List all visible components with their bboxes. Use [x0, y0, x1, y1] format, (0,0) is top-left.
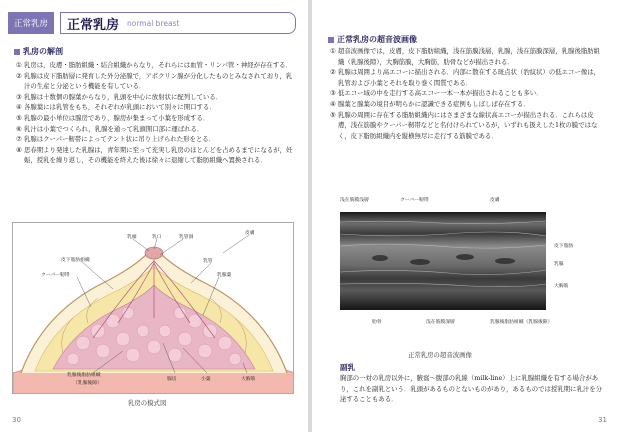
list-number: ② — [16, 71, 22, 80]
figure-caption-right: 正常乳房の超音波画像 — [408, 351, 472, 359]
section-heading-anatomy — [14, 46, 63, 57]
chapter-title-box — [60, 12, 296, 34]
list-number: ⑤ — [330, 110, 336, 119]
list-text: 乳腺の周囲に存在する脂肪組織内にはさまざまな線状高エコーが描出される．これらは皮膚，浅在筋膜やクーパー靭帯などと名付けられているが，いずれも扱えした1枚の膜ではなく，皮下脂肪組織内を縦横無尽に走行する筋膜である． — [338, 110, 598, 140]
square-bullet-icon — [328, 37, 334, 43]
label-skin: 皮膚 — [245, 231, 255, 236]
label-pectoralis: 大胸筋 — [241, 377, 256, 382]
label-cooper: クーパー靭帯 — [41, 273, 70, 278]
chapter-tab: 正常乳房 — [8, 12, 54, 34]
label-subcutaneous-fat: 皮下脂肪組織 — [61, 258, 90, 263]
list-number: ③ — [330, 89, 336, 98]
list-number: ① — [330, 47, 336, 55]
list-item — [16, 134, 298, 145]
list-item — [330, 110, 606, 142]
label-lobe: 乳腺葉 — [217, 273, 232, 278]
label-areola: 乳口 — [152, 235, 162, 240]
list-number: ⑥ — [16, 124, 22, 133]
accessory-breast-paragraph: 胸部の一対の乳房以外に，腋窩～腹部の乳線（milk-line）上に乳腺組織を有する場合があり，これを副乳という．乳頭があるものとないものがあり，あるものでは授乳期に乳汁を分泌することもある． — [340, 374, 603, 404]
list-item — [16, 102, 298, 113]
subheading-text: 副乳 — [340, 363, 355, 372]
list-number: ④ — [330, 99, 336, 108]
us-label-retromammary: 乳腺後脂肪組織（乳腺後隙） — [490, 320, 553, 325]
us-label-deep-fascia: 浅在筋膜深層 — [426, 320, 455, 325]
list-item — [16, 71, 298, 92]
us-label-gland: 乳腺 — [554, 262, 564, 267]
anatomy-list — [16, 60, 298, 166]
us-label-superficial-fascia: 浅在筋膜浅層 — [340, 198, 369, 203]
breast-diagram-svg — [13, 223, 294, 394]
list-text: 乳腺はクーパー靭帯によってテント状に吊り上げられた形をとる． — [24, 135, 216, 144]
list-text: 低エコー域の中を走行する高エコー一本一本が描出されることも多い． — [338, 89, 543, 98]
list-number: ③ — [16, 92, 22, 101]
list-item — [16, 92, 298, 103]
list-number: ⑦ — [16, 135, 22, 144]
ultrasound-figure — [340, 190, 574, 335]
label-retromammary-2: （乳腺後隙） — [73, 381, 102, 386]
list-item — [330, 99, 606, 110]
section-heading-text: 正常乳房の超音波画像 — [337, 35, 417, 44]
us-label-subcut-fat: 皮下脂肪 — [554, 244, 574, 249]
ultrasound-image — [340, 212, 546, 310]
list-text: 乳腺は周囲より高エコーに描出される．内部に散在する斑点状（豹紋状）の低エコー像は，乳管および小葉とそれを取り巻く間質である． — [338, 68, 601, 87]
list-number: ⑧ — [16, 145, 22, 154]
list-text: 各腺葉には乳管をもち，それぞれが乳頭において別々に開口する． — [24, 103, 216, 112]
label-lobule: 小葉 — [201, 377, 211, 382]
ultrasound-svg — [340, 212, 546, 310]
list-text: 腺葉と腺葉の境目が明らかに認識できる症例もしばしば存在する． — [338, 99, 530, 108]
label-nipple: 乳頭 — [127, 235, 137, 240]
list-text: 乳腺は十数個の腺葉からなり，乳頭を中心に放射状に配列している． — [24, 92, 223, 101]
list-item — [16, 145, 298, 166]
list-item — [330, 88, 606, 99]
square-bullet-icon — [14, 49, 20, 55]
list-text: 超音波画像では，皮膚，皮下脂肪組織，浅在筋膜浅層，乳腺，浅在筋膜深層，乳腺後脂肪組織（乳腺後隙），大胸筋膜，大胸筋，肋骨などが描出される． — [338, 47, 601, 66]
label-acinus: 腺房 — [167, 377, 177, 382]
us-label-rib: 肋骨 — [372, 320, 382, 325]
list-text: 思春期より発達した乳腺は，青年期に至って充実し乳房のほとんどを占めるまでになるが，妊娠，授乳を繰り返し，その機能を終えた後は徐々に退縮して脂肪組織へ置換される． — [24, 145, 293, 165]
list-text: 乳腺の最小単位は腺房であり，腺房が集まって小葉を形成する． — [24, 113, 210, 122]
page-number-left: 30 — [12, 416, 21, 424]
section-heading-ultrasound — [328, 34, 417, 45]
us-label-cooper: クーパー靭帯 — [400, 198, 429, 203]
list-text: 乳房は，皮膚・脂肪組織・結合組織からなり，それらには血管・リンパ管・神経が存在する． — [24, 61, 292, 69]
left-page — [0, 0, 308, 432]
label-lactiferous-duct: 乳管 — [203, 259, 213, 264]
page-number-right: 31 — [598, 416, 607, 424]
ultrasound-list — [330, 46, 606, 141]
chapter-title: 正常乳房 — [67, 17, 120, 33]
us-label-skin: 皮膚 — [490, 198, 500, 203]
section-heading-text: 乳房の解剖 — [23, 47, 63, 56]
list-text: 乳汁は小葉でつくられ，乳腺を通って乳頭開口部に運ばれる． — [24, 124, 204, 133]
label-duct-sinus: 乳管洞 — [179, 235, 194, 240]
list-number: ⑤ — [16, 113, 22, 122]
list-number: ② — [330, 68, 336, 77]
subheading-accessory — [340, 362, 355, 373]
figure-caption-left: 乳房の模式図 — [128, 399, 167, 407]
list-item — [330, 46, 606, 67]
us-label-pectoralis: 大胸筋 — [554, 284, 569, 289]
breast-diagram — [12, 222, 294, 394]
list-item — [16, 113, 298, 124]
list-number: ④ — [16, 103, 22, 112]
list-item — [16, 60, 298, 71]
label-retromammary-1: 乳腺後脂肪組織 — [67, 373, 101, 378]
list-number: ① — [16, 61, 22, 69]
chapter-header — [8, 12, 296, 34]
list-item — [330, 67, 606, 88]
list-item — [16, 124, 298, 135]
list-text: 乳腺は皮下脂肪層に発育した外分泌腺で，アポクリン腺が分化したものとみなされており，乳汁の生産と分泌という機能を有している． — [24, 71, 293, 91]
chapter-subtitle: normal breast — [127, 18, 180, 28]
